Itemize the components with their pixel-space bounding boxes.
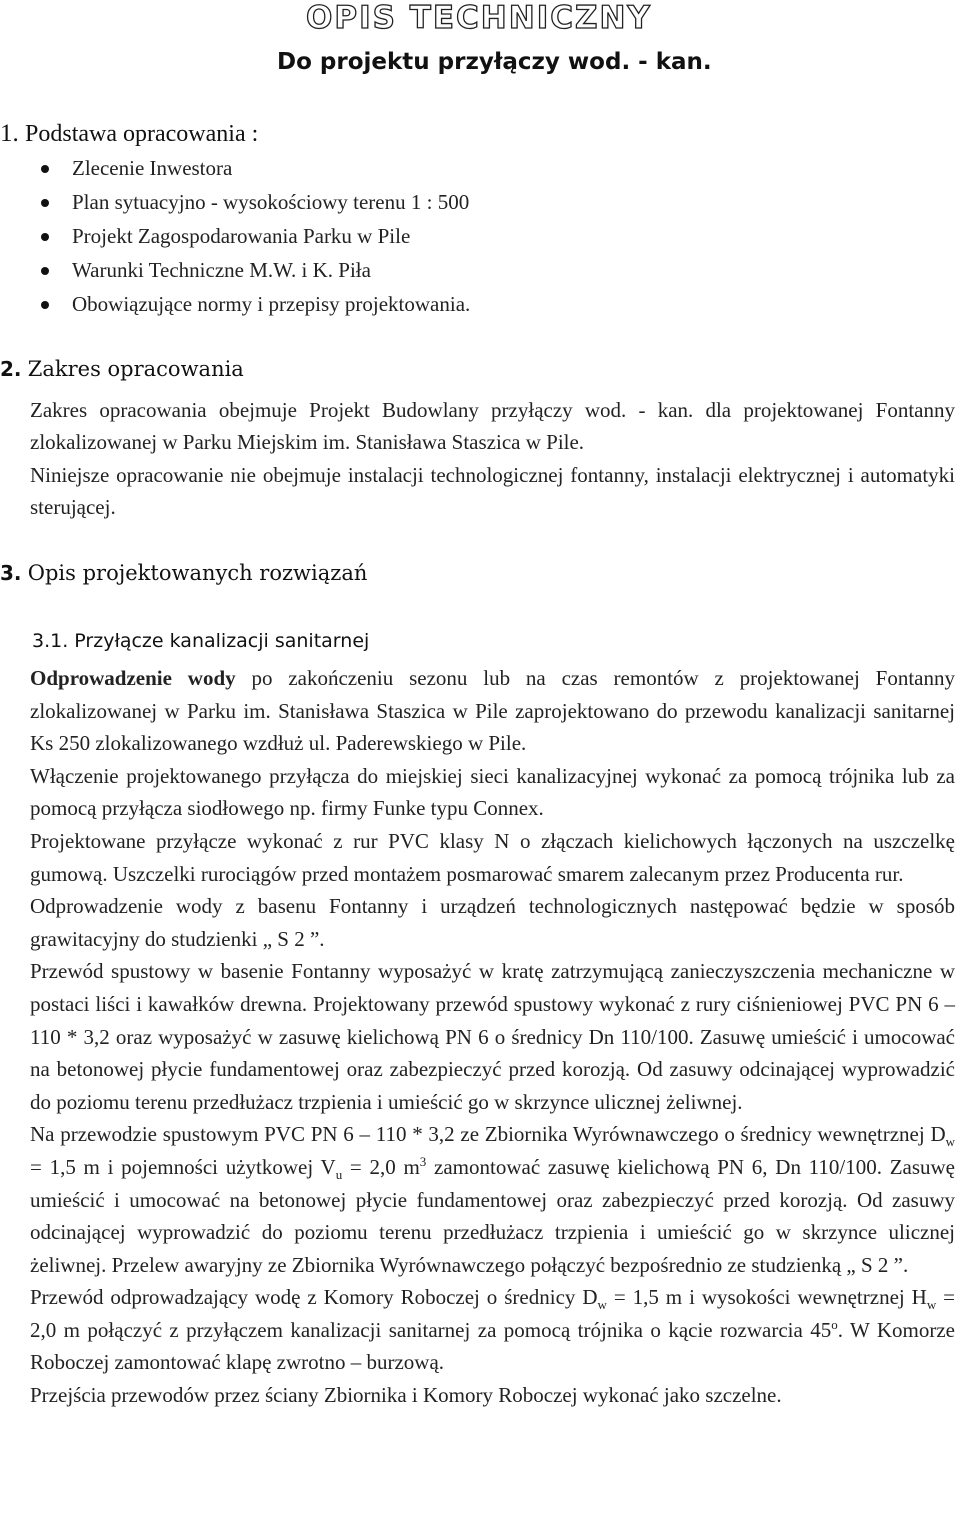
paragraph: Odprowadzenie wody z basenu Fontanny i urządzeń technologicznych następować będzie w sposób grawitacyjny do studzienki „ S 2 ”. [30, 894, 955, 951]
section-2-heading [0, 353, 244, 385]
paragraph: Odprowadzenie wody po zakończeniu sezonu lub na czas remontów z projektowanej Fontanny zlokalizowanej w Parku im. Stanisława Staszica w Pile zaprojektowano do przewodu kanalizacji sanitarnej Ks 250 zlokalizowanego wzdłuż ul. Paderewskiego w Pile. [30, 666, 955, 756]
paragraph: Na przewodzie spustowym PVC PN 6 – 110 * 3,2 ze Zbiornika Wyrównawczego o średnicy wewnętrznej $D_w = 1,5$ m i pojemności użytkowej $V_u = 2,0$ $m^3$ zamontować zasuwę kielichową PN 6, Dn 110/100. Zasuwę umieścić i umocować na betonowej płycie fundamentowej oraz zabezpieczyć przed korozją. Od zasuwy odcinającej wyprowadzić do poziomu terenu przedłużacz trzpienia i umieścić go w skrzynce ulicznej żeliwnej. Przelew awaryjny ze Zbiornika Wyrównawczego połączyć bezpośrednio ze studzienką „ S 2 ”. [30, 1122, 956, 1277]
section-2-paragraph-2: Niniejsze opracowanie nie obejmuje instalacji technologicznej fontanny, instalacji elektrycznej i automatyki sterującej. [30, 463, 955, 519]
bullet-icon [41, 301, 49, 309]
bullet-icon [41, 165, 49, 173]
section-3-title: Opis projektowanych rozwiązań [27, 561, 368, 585]
section-2-number: 2. [0, 357, 22, 381]
section-2-title: Zakres opracowania [27, 357, 244, 381]
section-3-1-body [30, 662, 955, 1412]
section-1-heading [0, 118, 258, 150]
section-1-list [0, 151, 470, 321]
section-3-heading [0, 557, 367, 589]
section-1-number: 1. [0, 120, 19, 147]
bullet-icon [41, 199, 49, 207]
document-subtitle: Do projektu przyłączy wod. - kan. [277, 49, 712, 75]
list-item: Zlecenie Inwestora [0, 151, 470, 185]
document-title: OPIS TECHNICZNY [306, 0, 652, 36]
paragraph: Przejścia przewodów przez ściany Zbiornika i Komory Roboczej wykonać jako szczelne. [30, 1383, 782, 1408]
section-1-title: Podstawa opracowania : [25, 121, 259, 147]
subsection-3-1-heading: 3.1. Przyłącze kanalizacji sanitarnej [32, 630, 370, 652]
paragraph: Przewód odprowadzający wodę z Komory Roboczej o średnicy $D_w = 1,5$ m i wysokości wewnętrznej $H_w = 2,0$ m połączyć z przyłączem kanalizacji sanitarnej za pomocą trójnika o kącie rozwarcia 45$^o$. W Komorze Roboczej zamontować klapę zwrotno – burzową. [30, 1285, 955, 1375]
list-item: Projekt Zagospodarowania Parku w Pile [0, 219, 470, 253]
section-2-paragraph-1: Zakres opracowania obejmuje Projekt Budowlany przyłączy wod. - kan. dla projektowanej Fontanny zlokalizowanej w Parku Miejskim im. Stanisława Staszica w Pile. [30, 398, 955, 454]
paragraph: Przewód spustowy w basenie Fontanny wyposażyć w kratę zatrzymującą zanieczyszczenia mechaniczne w postaci liści i kawałków drewna. Projektowany przewód spustowy wykonać z rury ciśnieniowej PVC PN 6 – 110 * 3,2 oraz wyposażyć w zasuwę kielichową PN 6 o średnicy Dn 110/100. Zasuwę umieścić i umocować na betonowej płycie fundamentowej oraz zabezpieczyć przed korozją. Od zasuwy odcinającej wyprowadzić do poziomu terenu przedłużacz trzpienia i umieścić go w skrzynce ulicznej żeliwnej. [30, 959, 955, 1114]
list-item: Plan sytuacyjno - wysokościowy terenu 1 : 500 [0, 185, 470, 219]
paragraph: Włączenie projektowanego przyłącza do miejskiej sieci kanalizacyjnej wykonać za pomocą trójnika lub za pomocą przyłącza siodłowego np. firmy Funke typu Connex. [30, 763, 955, 821]
bullet-icon [41, 233, 49, 241]
bold-phrase: Odprowadzenie wody [30, 666, 236, 690]
list-item: Obowiązujące normy i przepisy projektowania. [0, 287, 470, 321]
list-item: Warunki Techniczne M.W. i K. Piła [0, 253, 470, 287]
bullet-icon [41, 267, 49, 275]
paragraph: Projektowane przyłącze wykonać z rur PVC klasy N o złączach kielichowych łączonych na uszczelkę gumową. Uszczelki rurociągów przed montażem posmarować smarem zalecanym przez Producenta rur. [30, 828, 955, 886]
section-3-number: 3. [0, 561, 22, 585]
